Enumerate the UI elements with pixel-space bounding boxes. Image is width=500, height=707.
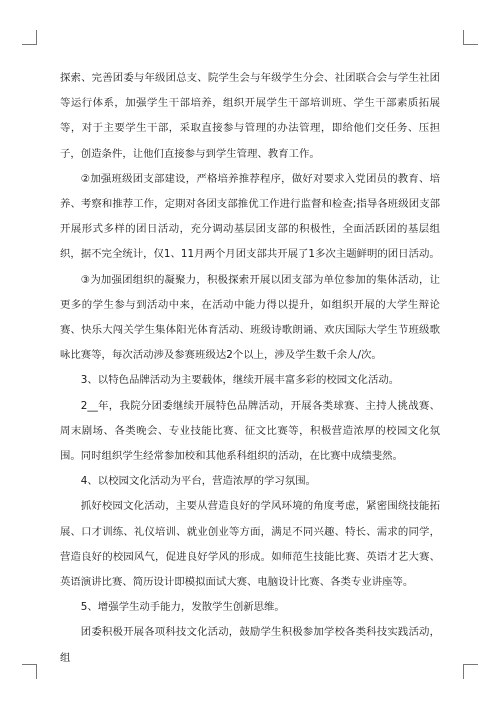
paragraph-9: 团委积极开展各项科技文化活动，鼓励学生积极参加学校各类科技实践活动，组 [60,626,440,664]
paragraph-5: 2__年，我院分团委继续开展特色品牌活动，开展各类球赛、主持人挑战赛、周末剧场、各类晚会、专业技能比赛、征文比赛等，积极营造浓厚的校园文化氛围。同时组织学生经常参加校和其他系科组织的活动，在比赛中成绩斐然。 [60,399,440,463]
paragraph-3: ③为加强团组织的凝聚力，积极探索开展以团支部为单位参加的集体活动，让更多的学生参与到活动中来，在活动中能力得以提升，如组织开展的大学生辩论赛、快乐大闯关学生集体阳光体育活动、班级诗歌朗诵、欢庆国际大学生节班级歌咏比赛等，每次活动涉及参赛班级达2个以上，涉及学生数千余人/次。 [60,273,440,362]
paragraph-4: 3、以特色品牌活动为主要载体，继续开展丰富多彩的校园文化活动。 [80,374,400,387]
paragraph-1: 探索、完善团委与年级团总支、院学生会与年级学生分会、社团联合会与学生社团等运行体系，加强学生干部培养，组织开展学生干部培训班、学生干部素质拓展等，对于主要学生干部，采取直接参与管理的办法管理，即给他们交任务、压担子，创造条件，让他们直接参与到学生管理、教育工作。 [60,72,440,160]
paragraph-6: 4、以校园文化活动为平台，营造浓厚的学习氛围。 [80,475,316,488]
paragraph-7: 抓好校园文化活动，主要从营造良好的学风环境的角度考虑，紧密围绕技能拓展、口才训练、礼仪培训、就业创业等方面，满足不同兴趣、特长、需求的同学，营造良好的校园风气，促进良好学风的形成。如师范生技能比赛、英语才艺大赛、英语演讲比赛、简历设计即模拟面试大赛、电脑设计比赛、各类专业讲座等。 [60,500,440,589]
crop-mark-top-left [22,30,37,45]
paragraph-8: 5、增强学生动手能力，发散学生创新思维。 [80,601,285,614]
crop-mark-top-right [463,30,478,45]
document-body [60,66,440,671]
crop-mark-bottom-left [22,664,37,679]
paragraph-2: ②加强班级团支部建设，严格培养推荐程序，做好对要求入党团员的教育、培养、考察和推荐工作，定期对各团支部推优工作进行监督和检查;指导各班级团支部开展形式多样的团日活动，充分调动基层团支部的积极性，全面活跃团的基层组织，据不完全统计，仅1、11月两个月团支部共开展了1多次主题鲜明的团日活动。 [60,172,440,261]
crop-mark-bottom-right [463,664,478,679]
